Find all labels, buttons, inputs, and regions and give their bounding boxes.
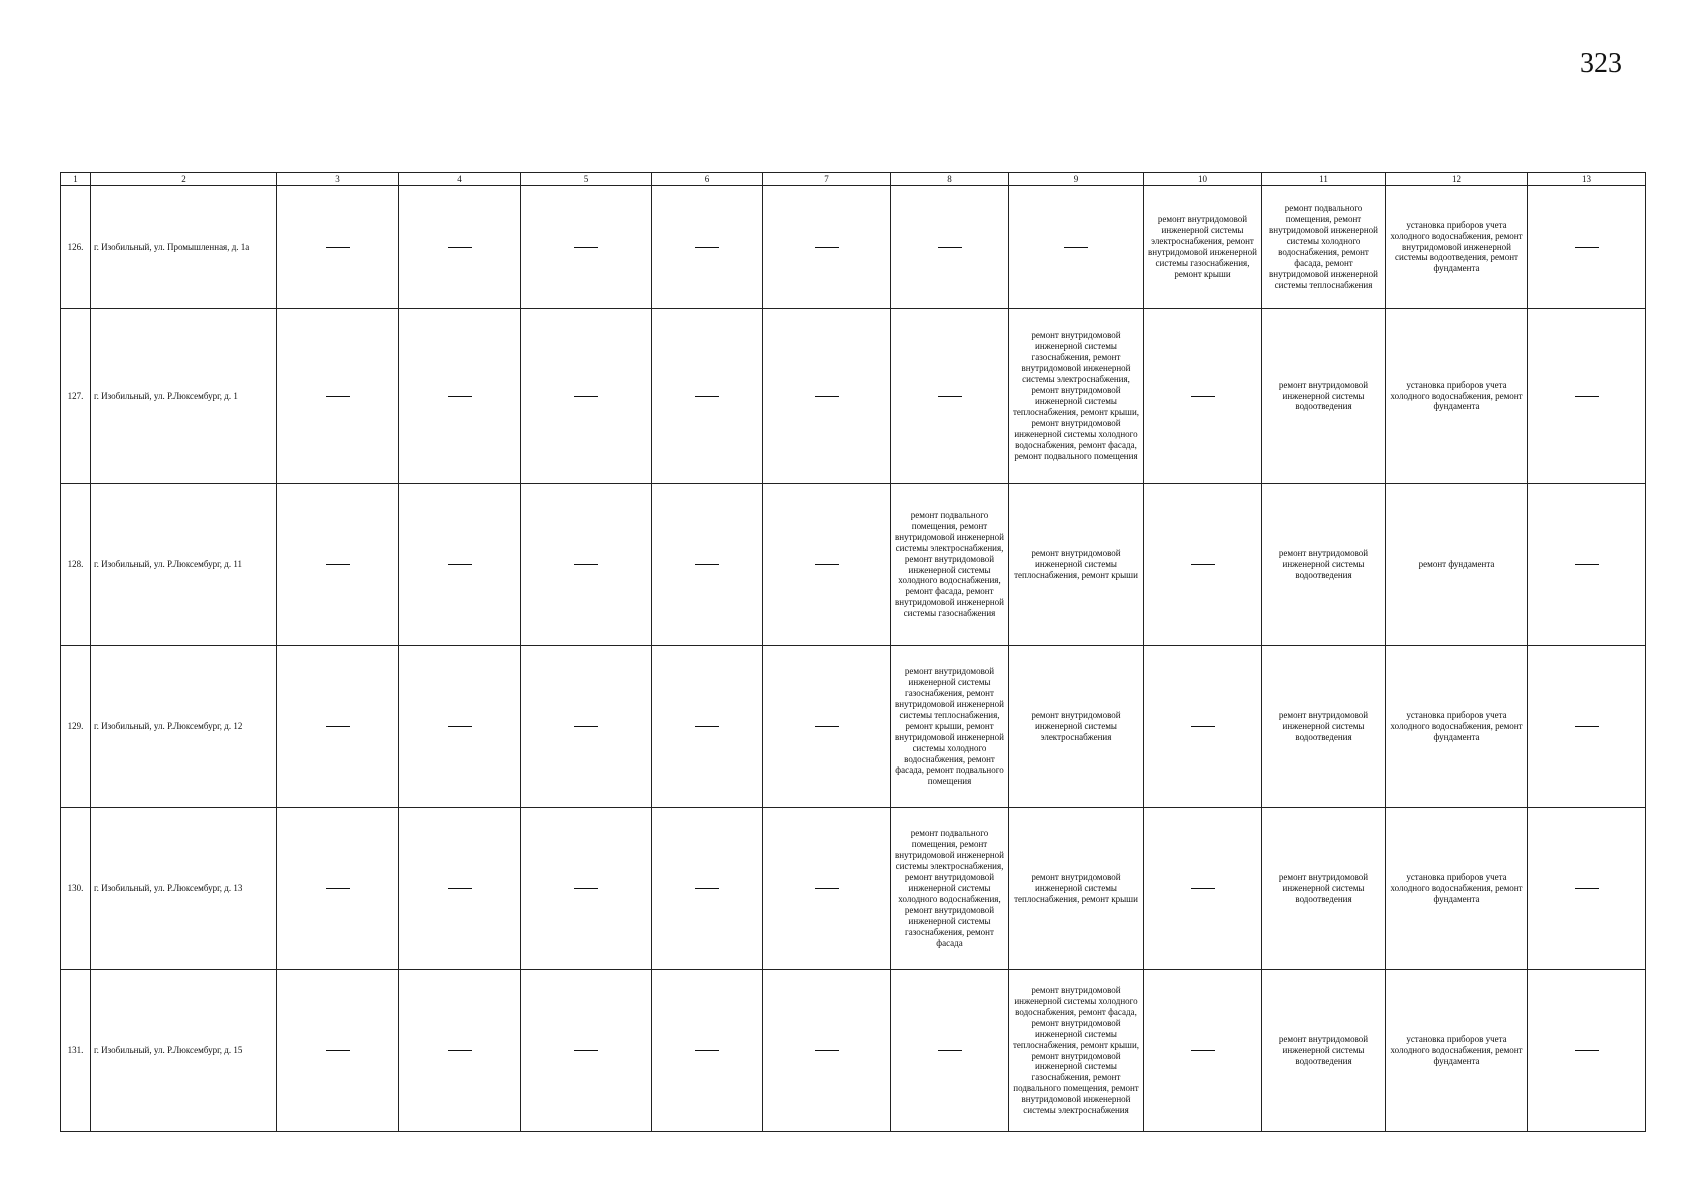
dash-mark xyxy=(574,396,598,397)
dash-mark xyxy=(326,247,350,248)
address-cell: г. Изобильный, ул. Р.Люксембург, д. 15 xyxy=(91,970,277,1132)
empty-cell xyxy=(652,484,763,646)
dash-mark xyxy=(695,247,719,248)
work-cell: ремонт внутридомовой инженерной системы газоснабжения, ремонт внутридомовой инженерной системы теплоснабжения, ремонт крыши, ремонт внутридомовой инженерной системы холодного водоснабжения, ремонт фасада, ремонт подвального помещения xyxy=(891,646,1009,808)
dash-mark xyxy=(815,564,839,565)
dash-mark xyxy=(1191,888,1215,889)
work-plan-table xyxy=(60,172,1646,1132)
page-number: 323 xyxy=(1580,48,1622,79)
empty-cell xyxy=(1144,808,1262,970)
dash-mark xyxy=(326,726,350,727)
dash-mark xyxy=(1575,247,1599,248)
empty-cell xyxy=(521,309,652,484)
empty-cell xyxy=(1009,186,1144,309)
empty-cell xyxy=(1144,970,1262,1132)
empty-cell xyxy=(277,484,399,646)
dash-mark xyxy=(695,564,719,565)
work-cell: ремонт внутридомовой инженерной системы теплоснабжения, ремонт крыши xyxy=(1009,808,1144,970)
column-header: 11 xyxy=(1262,173,1386,186)
empty-cell xyxy=(277,186,399,309)
empty-cell xyxy=(521,646,652,808)
empty-cell xyxy=(652,970,763,1132)
empty-cell xyxy=(763,309,891,484)
column-header: 5 xyxy=(521,173,652,186)
empty-cell xyxy=(277,309,399,484)
dash-mark xyxy=(448,564,472,565)
dash-mark xyxy=(574,726,598,727)
empty-cell xyxy=(1528,309,1646,484)
column-header: 13 xyxy=(1528,173,1646,186)
work-cell: ремонт внутридомовой инженерной системы водоотведения xyxy=(1262,970,1386,1132)
dash-mark xyxy=(1575,888,1599,889)
work-cell: установка приборов учета холодного водоснабжения, ремонт фундамента xyxy=(1386,646,1528,808)
dash-mark xyxy=(1575,1050,1599,1051)
dash-mark xyxy=(1575,396,1599,397)
dash-mark xyxy=(1575,564,1599,565)
dash-mark xyxy=(815,726,839,727)
empty-cell xyxy=(652,309,763,484)
empty-cell xyxy=(521,186,652,309)
empty-cell xyxy=(399,186,521,309)
dash-mark xyxy=(448,888,472,889)
dash-mark xyxy=(574,1050,598,1051)
empty-cell xyxy=(763,186,891,309)
row-number: 129. xyxy=(61,646,91,808)
empty-cell xyxy=(1528,808,1646,970)
work-cell: ремонт внутридомовой инженерной системы водоотведения xyxy=(1262,808,1386,970)
empty-cell xyxy=(891,186,1009,309)
table-row xyxy=(61,484,1646,646)
empty-cell xyxy=(1144,309,1262,484)
empty-cell xyxy=(277,970,399,1132)
row-number: 130. xyxy=(61,808,91,970)
empty-cell xyxy=(1528,186,1646,309)
empty-cell xyxy=(1528,484,1646,646)
dash-mark xyxy=(1191,396,1215,397)
work-cell: ремонт внутридомовой инженерной системы водоотведения xyxy=(1262,309,1386,484)
empty-cell xyxy=(652,186,763,309)
empty-cell xyxy=(763,484,891,646)
empty-cell xyxy=(652,808,763,970)
dash-mark xyxy=(326,1050,350,1051)
column-header: 3 xyxy=(277,173,399,186)
dash-mark xyxy=(1191,564,1215,565)
address-cell: г. Изобильный, ул. Р.Люксембург, д. 11 xyxy=(91,484,277,646)
column-header: 7 xyxy=(763,173,891,186)
work-cell: установка приборов учета холодного водоснабжения, ремонт фундамента xyxy=(1386,309,1528,484)
dash-mark xyxy=(574,247,598,248)
empty-cell xyxy=(891,309,1009,484)
address-cell: г. Изобильный, ул. Р.Люксембург, д. 13 xyxy=(91,808,277,970)
dash-mark xyxy=(1191,1050,1215,1051)
dash-mark xyxy=(326,396,350,397)
empty-cell xyxy=(521,970,652,1132)
empty-cell xyxy=(891,970,1009,1132)
table-row xyxy=(61,808,1646,970)
empty-cell xyxy=(521,808,652,970)
work-cell: ремонт внутридомовой инженерной системы электроснабжения xyxy=(1009,646,1144,808)
work-cell: ремонт внутридомовой инженерной системы водоотведения xyxy=(1262,646,1386,808)
work-cell: установка приборов учета холодного водоснабжения, ремонт фундамента xyxy=(1386,808,1528,970)
work-cell: установка приборов учета холодного водоснабжения, ремонт внутридомовой инженерной системы водоотведения, ремонт фундамента xyxy=(1386,186,1528,309)
work-cell: ремонт внутридомовой инженерной системы теплоснабжения, ремонт крыши xyxy=(1009,484,1144,646)
empty-cell xyxy=(277,808,399,970)
row-number: 127. xyxy=(61,309,91,484)
dash-mark xyxy=(695,888,719,889)
table-row xyxy=(61,186,1646,309)
address-cell: г. Изобильный, ул. Р.Люксембург, д. 1 xyxy=(91,309,277,484)
dash-mark xyxy=(815,888,839,889)
work-cell: ремонт внутридомовой инженерной системы электроснабжения, ремонт внутридомовой инженерной системы газоснабжения, ремонт крыши xyxy=(1144,186,1262,309)
dash-mark xyxy=(448,726,472,727)
work-cell: ремонт подвального помещения, ремонт внутридомовой инженерной системы электроснабжения, ремонт внутридомовой инженерной системы холодного водоснабжения, ремонт внутридомовой инженерной системы газоснабжения, ремонт фасада xyxy=(891,808,1009,970)
table-row xyxy=(61,309,1646,484)
work-cell: ремонт внутридомовой инженерной системы газоснабжения, ремонт внутридомовой инженерной системы электроснабжения, ремонт внутридомовой инженерной системы теплоснабжения, ремонт крыши, ремонт внутридомовой инженерной системы холодного водоснабжения, ремонт фасада, ремонт подвального помещения xyxy=(1009,309,1144,484)
dash-mark xyxy=(695,396,719,397)
dash-mark xyxy=(448,247,472,248)
empty-cell xyxy=(521,484,652,646)
empty-cell xyxy=(277,646,399,808)
empty-cell xyxy=(1144,646,1262,808)
table-row xyxy=(61,970,1646,1132)
work-cell: ремонт фундамента xyxy=(1386,484,1528,646)
dash-mark xyxy=(448,396,472,397)
dash-mark xyxy=(695,726,719,727)
dash-mark xyxy=(695,1050,719,1051)
dash-mark xyxy=(938,247,962,248)
column-header: 12 xyxy=(1386,173,1528,186)
row-number: 131. xyxy=(61,970,91,1132)
row-number: 126. xyxy=(61,186,91,309)
empty-cell xyxy=(1528,970,1646,1132)
column-header: 8 xyxy=(891,173,1009,186)
work-cell: установка приборов учета холодного водоснабжения, ремонт фундамента xyxy=(1386,970,1528,1132)
row-number: 128. xyxy=(61,484,91,646)
empty-cell xyxy=(652,646,763,808)
dash-mark xyxy=(815,247,839,248)
dash-mark xyxy=(448,1050,472,1051)
dash-mark xyxy=(326,564,350,565)
work-cell: ремонт внутридомовой инженерной системы холодного водоснабжения, ремонт фасада, ремонт внутридомовой инженерной системы теплоснабжения, ремонт крыши, ремонт внутридомовой инженерной системы газоснабжения, ремонт подвального помещения, ремонт внутридомовой инженерной системы электроснабжения xyxy=(1009,970,1144,1132)
column-header: 10 xyxy=(1144,173,1262,186)
empty-cell xyxy=(399,808,521,970)
dash-mark xyxy=(1575,726,1599,727)
column-header: 6 xyxy=(652,173,763,186)
empty-cell xyxy=(763,808,891,970)
empty-cell xyxy=(399,309,521,484)
empty-cell xyxy=(1528,646,1646,808)
empty-cell xyxy=(399,484,521,646)
dash-mark xyxy=(574,564,598,565)
dash-mark xyxy=(574,888,598,889)
address-cell: г. Изобильный, ул. Промышленная, д. 1а xyxy=(91,186,277,309)
dash-mark xyxy=(326,888,350,889)
empty-cell xyxy=(399,970,521,1132)
column-header: 9 xyxy=(1009,173,1144,186)
work-cell: ремонт подвального помещения, ремонт внутридомовой инженерной системы холодного водоснабжения, ремонт фасада, ремонт внутридомовой инженерной системы теплоснабжения xyxy=(1262,186,1386,309)
column-header: 4 xyxy=(399,173,521,186)
empty-cell xyxy=(763,970,891,1132)
dash-mark xyxy=(1064,247,1088,248)
address-cell: г. Изобильный, ул. Р.Люксембург, д. 12 xyxy=(91,646,277,808)
empty-cell xyxy=(763,646,891,808)
empty-cell xyxy=(399,646,521,808)
column-header: 2 xyxy=(91,173,277,186)
empty-cell xyxy=(1144,484,1262,646)
dash-mark xyxy=(938,396,962,397)
column-number-row xyxy=(61,173,1646,186)
work-cell: ремонт подвального помещения, ремонт внутридомовой инженерной системы электроснабжения, ремонт внутридомовой инженерной системы холодного водоснабжения, ремонт фасада, ремонт внутридомовой инженерной системы газоснабжения xyxy=(891,484,1009,646)
column-header: 1 xyxy=(61,173,91,186)
dash-mark xyxy=(938,1050,962,1051)
work-cell: ремонт внутридомовой инженерной системы водоотведения xyxy=(1262,484,1386,646)
table-row xyxy=(61,646,1646,808)
dash-mark xyxy=(815,396,839,397)
dash-mark xyxy=(1191,726,1215,727)
dash-mark xyxy=(815,1050,839,1051)
